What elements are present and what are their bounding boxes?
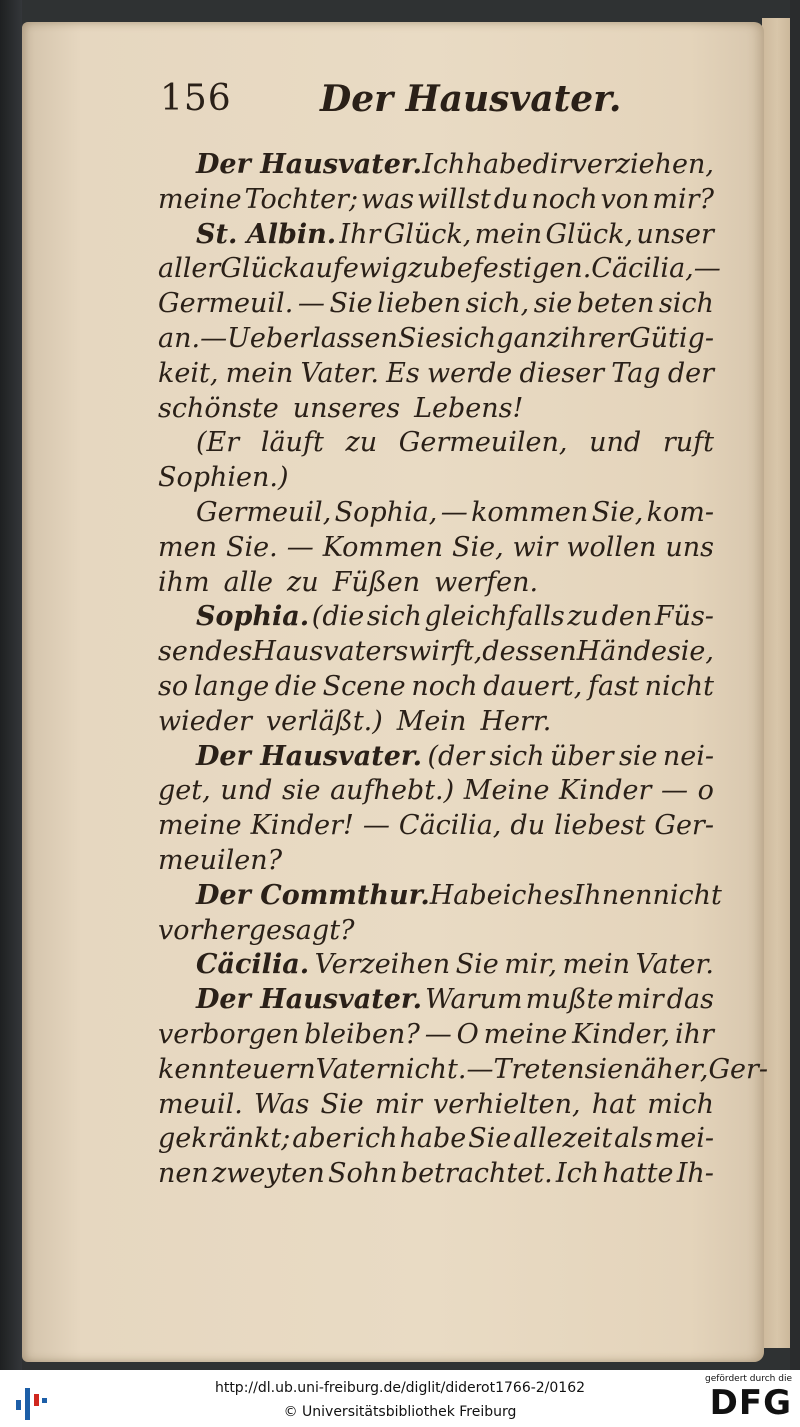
word: sie [618, 740, 658, 772]
word: wollen [566, 531, 657, 563]
word: der [667, 357, 714, 389]
word: Ich [555, 1158, 600, 1190]
word: mein [474, 218, 543, 250]
word: Verzeihen [314, 949, 451, 981]
text-line [158, 531, 714, 566]
page-header [160, 78, 720, 128]
word: was [361, 183, 415, 215]
word: du [493, 183, 529, 215]
word: Hausvaters [252, 636, 409, 668]
word: Füßen [332, 566, 421, 598]
word: Kinder [559, 775, 652, 807]
word: die [274, 670, 317, 702]
word: (Er [196, 427, 240, 459]
word: Tochter; [244, 183, 359, 215]
text-line [158, 1053, 769, 1088]
scan-border [790, 0, 800, 1370]
text-line [158, 566, 714, 601]
word: — [200, 322, 228, 354]
word: (der [427, 740, 485, 772]
word: Sophia, [334, 496, 438, 528]
word: willst [417, 183, 491, 215]
word: men [158, 531, 217, 563]
word: an. [158, 322, 201, 354]
word: verziehen, [571, 149, 714, 180]
word: Ih- [676, 1158, 714, 1190]
word: — [661, 775, 689, 807]
word: mußte [525, 984, 614, 1016]
word: Vater. [635, 949, 714, 981]
word: unser [636, 218, 714, 250]
word: Was [253, 1088, 310, 1120]
word: meine [158, 810, 242, 842]
word: von [600, 183, 650, 215]
word: unseres [292, 392, 401, 424]
word: dieser [519, 357, 605, 389]
word: sich [441, 322, 497, 354]
word: kennt [158, 1053, 236, 1085]
document-url[interactable]: http://dl.ub.uni-freiburg.de/diglit/diderot1766-2/0162 [214, 1380, 586, 1396]
text-line [158, 948, 714, 983]
text-line [158, 1088, 714, 1123]
speaker-name: Sophia. [196, 601, 310, 633]
word: ganz [496, 322, 562, 354]
text-line [158, 183, 714, 218]
word: Sie [468, 1123, 512, 1155]
word: meuilen? [158, 844, 283, 876]
speaker-name: Der Hausvater. [196, 149, 423, 180]
text-line [158, 357, 714, 392]
text-line [158, 322, 714, 357]
word: Sie, [591, 496, 644, 528]
word: werfen. [434, 566, 539, 598]
word: ruft [662, 427, 714, 459]
text-line [158, 1018, 714, 1053]
word: läuft [260, 427, 324, 459]
word: ihm [158, 566, 210, 598]
word: Gütig- [629, 322, 714, 354]
text-line [158, 635, 714, 670]
word: Es [386, 357, 420, 389]
word: lange [193, 670, 270, 702]
word: — [424, 1018, 452, 1050]
word: — [297, 288, 325, 320]
word: Herr. [480, 705, 552, 737]
word: du [510, 810, 546, 842]
word: nei- [662, 740, 714, 772]
word: ewig [342, 253, 408, 285]
word: Sie [329, 288, 373, 320]
word: Ueberlassen [227, 322, 398, 354]
word: gleichfalls [424, 601, 565, 633]
word: dauert, [483, 670, 583, 702]
word: auf [299, 253, 343, 285]
word: liebest [554, 810, 646, 842]
word: nicht [644, 670, 714, 702]
text-line [158, 252, 721, 287]
word: meine [158, 183, 242, 215]
word: wieder [158, 705, 252, 737]
word: mir, [504, 949, 557, 981]
dfg-logo-text: DFG [709, 1383, 792, 1423]
funder-caption: gefördert durch die [705, 1374, 792, 1384]
text-line [158, 705, 714, 740]
word: Warum [425, 984, 523, 1016]
text-line [158, 600, 714, 635]
word: beten [576, 288, 655, 320]
word: verhielten, [433, 1088, 581, 1120]
text-line [158, 287, 714, 322]
word: sen [158, 636, 206, 668]
word: als [614, 1123, 653, 1155]
word: uns [665, 531, 714, 563]
word: Ich [422, 149, 466, 180]
text-line [158, 879, 722, 914]
word: zweyten [212, 1158, 325, 1190]
word: dessen [482, 636, 577, 668]
word: keit, [158, 357, 219, 389]
word: mir [374, 1088, 422, 1120]
speaker-name: Der Hausvater. [196, 984, 423, 1016]
word: das [666, 984, 714, 1016]
word: über [549, 740, 614, 772]
speaker-name: Cäcilia. [196, 949, 310, 981]
word: Germeuil, [196, 496, 332, 528]
word: noch [411, 670, 478, 702]
book-spine [0, 0, 22, 1370]
word: Sie, [451, 531, 504, 563]
text-line [158, 461, 714, 496]
page-text [158, 148, 769, 1192]
text-line [158, 148, 714, 183]
word: Kinder, [572, 1018, 671, 1050]
text-line [158, 914, 714, 949]
word: lieben [377, 288, 462, 320]
word: Germeuilen, [398, 427, 568, 459]
word: sich [489, 740, 545, 772]
text-line [158, 740, 714, 775]
word: Hände [576, 636, 667, 668]
word: verläßt.) [265, 705, 383, 737]
word: zu [407, 253, 440, 285]
word: Cäcilia, [398, 810, 502, 842]
word: vorhergesagt? [158, 914, 355, 946]
word: bleiben? [304, 1018, 420, 1050]
word: — [466, 1053, 494, 1085]
text-line [158, 426, 714, 461]
word: mich [647, 1088, 714, 1120]
word: so [158, 670, 189, 702]
word: Sie. [225, 531, 278, 563]
word: näher, [623, 1053, 709, 1085]
footer-bar [0, 1370, 800, 1427]
word: — [286, 531, 314, 563]
word: zu [287, 566, 319, 598]
word: Treten [493, 1053, 585, 1085]
word: mein [562, 949, 631, 981]
text-line [158, 218, 714, 253]
page-number: 156 [160, 78, 232, 119]
word: nicht. [388, 1053, 467, 1085]
text-line [158, 809, 714, 844]
word: mir [616, 984, 664, 1016]
word: verborgen [158, 1018, 300, 1050]
word: noch [531, 183, 598, 215]
word: — [362, 810, 390, 842]
text-line [158, 1122, 714, 1157]
word: Germeuil. [158, 288, 294, 320]
text-line [158, 774, 714, 809]
word: sich, [465, 288, 530, 320]
word: nicht [652, 879, 722, 911]
word: Glück [220, 253, 300, 285]
word: schönste [158, 392, 279, 424]
word: fast [588, 670, 639, 702]
word: Ihr [339, 218, 381, 250]
word: sie [584, 1053, 624, 1085]
word: aufhebt.) [330, 775, 455, 807]
word: und [220, 775, 273, 807]
word: ich [356, 1123, 398, 1155]
word: Meine [463, 775, 550, 807]
text-line [158, 1157, 714, 1192]
word: wirft, [408, 636, 483, 668]
word: sie [533, 288, 573, 320]
speaker-name: Der Hausvater. [196, 740, 423, 772]
text-line [158, 670, 714, 705]
word: kom- [646, 496, 714, 528]
word: zu [345, 427, 378, 459]
word: Sie [397, 322, 442, 354]
word: Ger- [654, 810, 714, 842]
word: Sie [455, 949, 499, 981]
word: Vater [315, 1053, 389, 1085]
word: ihrer [561, 322, 630, 354]
word: Scene [322, 670, 406, 702]
word: habe [465, 149, 533, 180]
text-line [158, 983, 714, 1018]
word: dir [532, 149, 572, 180]
word: Habe [429, 879, 503, 911]
word: get, [158, 775, 211, 807]
word: ihr [674, 1018, 714, 1050]
word: sich [366, 601, 422, 633]
dfg-logo [702, 1374, 792, 1424]
word: werde [426, 357, 513, 389]
word: Sohn [328, 1158, 398, 1190]
word: meine [483, 1018, 568, 1050]
text-line [158, 392, 714, 427]
word: Vater. [300, 357, 379, 389]
word: Tag [611, 357, 661, 389]
word: O [456, 1018, 479, 1050]
word: zu [567, 601, 599, 633]
word: Glück, [383, 218, 472, 250]
running-head: Der Hausvater. [320, 78, 622, 120]
word: habe [399, 1123, 467, 1155]
word: Kinder! [250, 810, 354, 842]
word: mein [225, 357, 294, 389]
word: meuil. [158, 1088, 243, 1120]
word: und [589, 427, 642, 459]
word: allezeit [513, 1123, 613, 1155]
text-line [158, 496, 714, 531]
word: euern [235, 1053, 316, 1085]
word: Ihnen [573, 879, 653, 911]
word: ich [502, 879, 544, 911]
word: Cäcilia,— [591, 253, 721, 285]
word: Ger- [708, 1053, 769, 1085]
word: Glück, [545, 218, 634, 250]
word: des [205, 636, 253, 668]
word: betrachtet. [400, 1158, 553, 1190]
word: hat [591, 1088, 637, 1120]
word: hatte [602, 1158, 674, 1190]
word: aller [158, 253, 221, 285]
word: — [440, 496, 468, 528]
word: kommen [471, 496, 589, 528]
word: Kommen [322, 531, 443, 563]
word: nen [158, 1158, 209, 1190]
copyright-text: © Universitätsbibliothek Freiburg [283, 1404, 517, 1420]
word: es [543, 879, 574, 911]
word: Sie [320, 1088, 364, 1120]
word: wir [512, 531, 558, 563]
speaker-name: Der Commthur. [196, 879, 430, 911]
word: o [697, 775, 714, 807]
text-line [158, 844, 714, 879]
word: Mein [396, 705, 467, 737]
word: Sophien.) [158, 462, 289, 494]
word: sie [281, 775, 321, 807]
word: aber [292, 1123, 355, 1155]
word: Füs- [654, 601, 714, 633]
word: gekränkt; [158, 1123, 291, 1155]
speaker-name: St. Albin. [196, 218, 337, 250]
word: mei- [654, 1123, 714, 1155]
word: befestigen. [439, 253, 592, 285]
word: sich [658, 288, 714, 320]
word: alle [223, 566, 273, 598]
word: sie, [666, 636, 714, 668]
word: Lebens! [414, 392, 524, 424]
word: mir? [652, 183, 714, 215]
word: den [601, 601, 653, 633]
word: (die [311, 601, 365, 633]
